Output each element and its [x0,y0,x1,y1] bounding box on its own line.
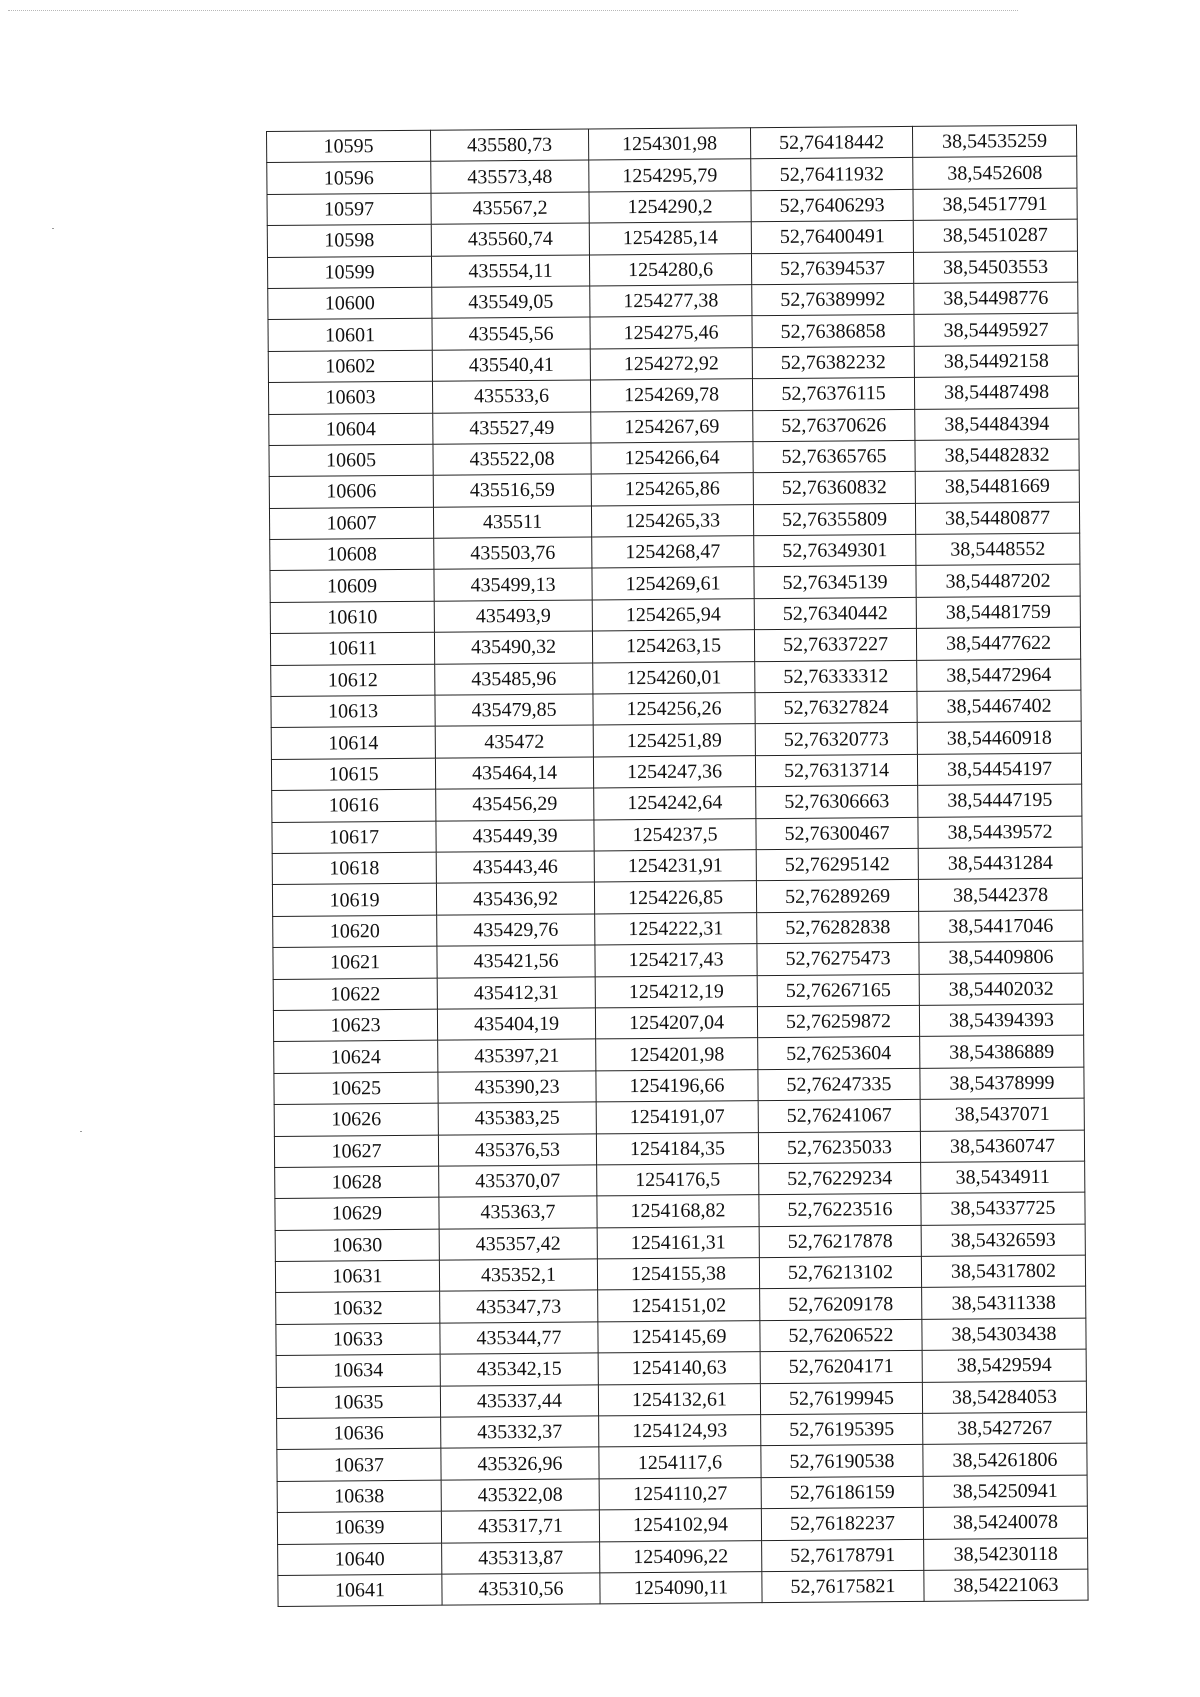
point-number-cell: 10624 [274,1041,438,1074]
y-coordinate-cell: 1254222,31 [595,912,757,945]
scan-speck [80,1131,82,1132]
scan-artifact-line [8,10,1018,11]
y-coordinate-cell: 1254263,15 [592,630,754,663]
latitude-cell: 52,76418442 [750,126,912,159]
x-coordinate-cell: 435511 [433,506,591,539]
point-number-cell: 10612 [271,664,435,697]
point-number-cell: 10633 [276,1323,440,1356]
y-coordinate-cell: 1254285,14 [589,222,751,255]
x-coordinate-cell: 435527,49 [433,411,591,444]
longitude-cell: 38,54503553 [913,251,1077,284]
longitude-cell: 38,5427267 [923,1412,1087,1445]
y-coordinate-cell: 1254151,02 [598,1289,760,1322]
y-coordinate-cell: 1254226,85 [594,881,756,914]
longitude-cell: 38,5452608 [913,157,1077,190]
x-coordinate-cell: 435322,08 [441,1479,599,1512]
x-coordinate-cell: 435493,9 [434,600,592,633]
x-coordinate-cell: 435490,32 [434,631,592,664]
longitude-cell: 38,5442378 [918,878,1082,911]
x-coordinate-cell: 435503,76 [434,537,592,570]
latitude-cell: 52,76349301 [754,534,916,567]
longitude-cell: 38,54535259 [912,125,1076,158]
point-number-cell: 10607 [269,507,433,540]
x-coordinate-cell: 435545,56 [432,317,590,350]
latitude-cell: 52,76267165 [757,974,919,1007]
x-coordinate-cell: 435313,87 [442,1542,600,1575]
y-coordinate-cell: 1254277,38 [590,285,752,318]
y-coordinate-cell: 1254267,69 [591,410,753,443]
x-coordinate-cell: 435344,77 [440,1322,598,1355]
point-number-cell: 10611 [270,632,434,665]
x-coordinate-cell: 435516,59 [433,474,591,507]
x-coordinate-cell: 435326,96 [441,1447,599,1480]
y-coordinate-cell: 1254247,36 [593,755,755,788]
point-number-cell: 10632 [276,1292,440,1325]
x-coordinate-cell: 435421,56 [437,945,595,978]
point-number-cell: 10615 [271,758,435,791]
x-coordinate-cell: 435357,42 [439,1228,597,1261]
y-coordinate-cell: 1254231,91 [594,850,756,883]
latitude-cell: 52,76320773 [755,723,917,756]
x-coordinate-cell: 435436,92 [436,882,594,915]
latitude-cell: 52,76389992 [752,283,914,316]
longitude-cell: 38,54337725 [921,1192,1085,1225]
x-coordinate-cell: 435443,46 [436,851,594,884]
longitude-cell: 38,54317802 [921,1255,1085,1288]
longitude-cell: 38,54495927 [914,313,1078,346]
point-number-cell: 10596 [267,162,431,195]
point-number-cell: 10621 [273,946,437,979]
x-coordinate-cell: 435560,74 [431,223,589,256]
longitude-cell: 38,5429594 [922,1349,1086,1382]
longitude-cell: 38,54481669 [915,470,1079,503]
x-coordinate-cell: 435412,31 [437,976,595,1009]
longitude-cell: 38,54311338 [922,1287,1086,1320]
latitude-cell: 52,76295142 [756,848,918,881]
longitude-cell: 38,54409806 [919,941,1083,974]
x-coordinate-cell: 435456,29 [436,788,594,821]
latitude-cell: 52,76411932 [751,158,913,191]
longitude-cell: 38,54492158 [914,345,1078,378]
latitude-cell: 52,76275473 [757,943,919,976]
y-coordinate-cell: 1254176,5 [597,1164,759,1197]
longitude-cell: 38,54517791 [913,188,1077,221]
point-number-cell: 10610 [270,601,434,634]
point-number-cell: 10599 [267,256,431,289]
point-number-cell: 10636 [277,1417,441,1450]
x-coordinate-cell: 435332,37 [441,1416,599,1449]
x-coordinate-cell: 435363,7 [439,1196,597,1229]
x-coordinate-cell: 435464,14 [435,757,593,790]
y-coordinate-cell: 1254256,26 [593,693,755,726]
point-number-cell: 10637 [277,1449,441,1482]
latitude-cell: 52,76360832 [753,472,915,505]
scan-speck [52,228,54,229]
y-coordinate-cell: 1254301,98 [588,128,750,161]
x-coordinate-cell: 435310,56 [442,1573,600,1606]
x-coordinate-cell: 435337,44 [440,1385,598,1418]
latitude-cell: 52,76300467 [756,817,918,850]
point-number-cell: 10626 [274,1103,438,1136]
longitude-cell: 38,54402032 [919,973,1083,1006]
y-coordinate-cell: 1254269,61 [592,567,754,600]
longitude-cell: 38,54250941 [923,1475,1087,1508]
y-coordinate-cell: 1254265,94 [592,599,754,632]
latitude-cell: 52,76365765 [753,440,915,473]
point-number-cell: 10613 [271,695,435,728]
latitude-cell: 52,76327824 [755,691,917,724]
longitude-cell: 38,54484394 [915,408,1079,441]
latitude-cell: 52,76370626 [753,409,915,442]
latitude-cell: 52,76175821 [762,1570,924,1603]
latitude-cell: 52,76340442 [754,597,916,630]
y-coordinate-cell: 1254168,82 [597,1195,759,1228]
point-number-cell: 10606 [269,475,433,508]
latitude-cell: 52,76217878 [759,1225,921,1258]
point-number-cell: 10608 [270,538,434,571]
longitude-cell: 38,5434911 [921,1161,1085,1194]
latitude-cell: 52,76206522 [760,1319,922,1352]
y-coordinate-cell: 1254161,31 [597,1226,759,1259]
point-number-cell: 10619 [272,884,436,917]
point-number-cell: 10623 [273,1009,437,1042]
x-coordinate-cell: 435347,73 [440,1290,598,1323]
point-number-cell: 10602 [268,350,432,383]
longitude-cell: 38,54472964 [917,659,1081,692]
x-coordinate-cell: 435549,05 [432,286,590,319]
coordinates-table-body [267,125,1089,1607]
y-coordinate-cell: 1254242,64 [594,787,756,820]
point-number-cell: 10635 [276,1386,440,1419]
latitude-cell: 52,76382232 [752,346,914,379]
y-coordinate-cell: 1254132,61 [598,1383,760,1416]
longitude-cell: 38,54467402 [917,690,1081,723]
latitude-cell: 52,76259872 [757,1005,919,1038]
point-number-cell: 10627 [274,1135,438,1168]
x-coordinate-cell: 435522,08 [433,443,591,476]
latitude-cell: 52,76204171 [760,1351,922,1384]
x-coordinate-cell: 435472 [435,725,593,758]
latitude-cell: 52,76182237 [761,1508,923,1541]
y-coordinate-cell: 1254272,92 [590,347,752,380]
point-number-cell: 10634 [276,1354,440,1387]
longitude-cell: 38,54360747 [920,1130,1084,1163]
table-row [278,1569,1088,1607]
latitude-cell: 52,76313714 [755,754,917,787]
latitude-cell: 52,76209178 [760,1288,922,1321]
latitude-cell: 52,76337227 [754,629,916,662]
longitude-cell: 38,54284053 [922,1381,1086,1414]
point-number-cell: 10638 [277,1480,441,1513]
latitude-cell: 52,76223516 [759,1194,921,1227]
y-coordinate-cell: 1254124,93 [599,1415,761,1448]
point-number-cell: 10597 [267,193,431,226]
longitude-cell: 38,54510287 [913,219,1077,252]
x-coordinate-cell: 435499,13 [434,568,592,601]
y-coordinate-cell: 1254145,69 [598,1321,760,1354]
x-coordinate-cell: 435390,23 [438,1071,596,1104]
longitude-cell: 38,54230118 [924,1538,1088,1571]
longitude-cell: 38,54303438 [922,1318,1086,1351]
y-coordinate-cell: 1254201,98 [596,1038,758,1071]
longitude-cell: 38,54480877 [915,502,1079,535]
point-number-cell: 10629 [275,1197,439,1230]
latitude-cell: 52,76247335 [758,1068,920,1101]
latitude-cell: 52,76394537 [751,252,913,285]
latitude-cell: 52,76345139 [754,566,916,599]
y-coordinate-cell: 1254207,04 [595,1007,757,1040]
y-coordinate-cell: 1254117,6 [599,1446,761,1479]
point-number-cell: 10604 [269,413,433,446]
latitude-cell: 52,76386858 [752,315,914,348]
longitude-cell: 38,54378999 [920,1067,1084,1100]
y-coordinate-cell: 1254265,33 [591,504,753,537]
y-coordinate-cell: 1254155,38 [597,1258,759,1291]
x-coordinate-cell: 435383,25 [438,1102,596,1135]
y-coordinate-cell: 1254295,79 [589,159,751,192]
longitude-cell: 38,54431284 [918,847,1082,880]
y-coordinate-cell: 1254266,64 [591,442,753,475]
point-number-cell: 10617 [272,821,436,854]
x-coordinate-cell: 435554,11 [431,255,589,288]
latitude-cell: 52,76195395 [761,1413,923,1446]
latitude-cell: 52,76253604 [758,1037,920,1070]
longitude-cell: 38,54460918 [917,722,1081,755]
latitude-cell: 52,76241067 [758,1100,920,1133]
x-coordinate-cell: 435540,41 [432,349,590,382]
y-coordinate-cell: 1254269,78 [590,379,752,412]
latitude-cell: 52,76235033 [758,1131,920,1164]
longitude-cell: 38,54487498 [914,376,1078,409]
longitude-cell: 38,54394393 [919,1004,1083,1037]
longitude-cell: 38,54447195 [918,784,1082,817]
longitude-cell: 38,54454197 [917,753,1081,786]
y-coordinate-cell: 1254110,27 [599,1477,761,1510]
longitude-cell: 38,54240078 [923,1506,1087,1539]
point-number-cell: 10625 [274,1072,438,1105]
latitude-cell: 52,76355809 [753,503,915,536]
x-coordinate-cell: 435370,07 [439,1165,597,1198]
y-coordinate-cell: 1254280,6 [589,253,751,286]
point-number-cell: 10640 [278,1543,442,1576]
y-coordinate-cell: 1254102,94 [599,1509,761,1542]
y-coordinate-cell: 1254260,01 [593,661,755,694]
x-coordinate-cell: 435317,71 [441,1510,599,1543]
point-number-cell: 10616 [272,789,436,822]
longitude-cell: 38,5437071 [920,1098,1084,1131]
longitude-cell: 38,54498776 [914,282,1078,315]
longitude-cell: 38,54477622 [916,627,1080,660]
y-coordinate-cell: 1254140,63 [598,1352,760,1385]
longitude-cell: 38,54221063 [924,1569,1088,1602]
latitude-cell: 52,76229234 [759,1162,921,1195]
x-coordinate-cell: 435397,21 [438,1039,596,1072]
x-coordinate-cell: 435342,15 [440,1353,598,1386]
y-coordinate-cell: 1254096,22 [600,1540,762,1573]
y-coordinate-cell: 1254184,35 [596,1132,758,1165]
point-number-cell: 10595 [267,130,431,163]
y-coordinate-cell: 1254290,2 [589,190,751,223]
latitude-cell: 52,76400491 [751,221,913,254]
latitude-cell: 52,76282838 [757,911,919,944]
point-number-cell: 10603 [268,381,432,414]
latitude-cell: 52,76190538 [761,1445,923,1478]
x-coordinate-cell: 435485,96 [435,663,593,696]
longitude-cell: 38,54261806 [923,1444,1087,1477]
latitude-cell: 52,76199945 [760,1382,922,1415]
latitude-cell: 52,76186159 [761,1476,923,1509]
y-coordinate-cell: 1254237,5 [594,818,756,851]
point-number-cell: 10622 [273,978,437,1011]
latitude-cell: 52,76306663 [756,786,918,819]
point-number-cell: 10618 [272,852,436,885]
latitude-cell: 52,76333312 [755,660,917,693]
point-number-cell: 10600 [268,287,432,320]
longitude-cell: 38,54481759 [916,596,1080,629]
x-coordinate-cell: 435533,6 [432,380,590,413]
coordinates-table [266,125,1089,1608]
x-coordinate-cell: 435567,2 [431,192,589,225]
y-coordinate-cell: 1254090,11 [600,1572,762,1605]
y-coordinate-cell: 1254251,89 [593,724,755,757]
latitude-cell: 52,76376115 [752,378,914,411]
point-number-cell: 10630 [275,1229,439,1262]
x-coordinate-cell: 435573,48 [431,160,589,193]
point-number-cell: 10598 [267,224,431,257]
x-coordinate-cell: 435580,73 [430,129,588,162]
latitude-cell: 52,76406293 [751,189,913,222]
x-coordinate-cell: 435376,53 [438,1133,596,1166]
point-number-cell: 10601 [268,319,432,352]
point-number-cell: 10639 [277,1511,441,1544]
latitude-cell: 52,76289269 [756,880,918,913]
latitude-cell: 52,76213102 [759,1256,921,1289]
point-number-cell: 10605 [269,444,433,477]
point-number-cell: 10631 [275,1260,439,1293]
x-coordinate-cell: 435404,19 [437,1008,595,1041]
longitude-cell: 38,54439572 [918,816,1082,849]
longitude-cell: 38,5448552 [916,533,1080,566]
point-number-cell: 10641 [278,1574,442,1607]
y-coordinate-cell: 1254275,46 [590,316,752,349]
point-number-cell: 10609 [270,570,434,603]
y-coordinate-cell: 1254217,43 [595,944,757,977]
longitude-cell: 38,54386889 [920,1035,1084,1068]
y-coordinate-cell: 1254265,86 [591,473,753,506]
coordinates-table-container [266,125,1088,1608]
point-number-cell: 10628 [275,1166,439,1199]
y-coordinate-cell: 1254191,07 [596,1101,758,1134]
longitude-cell: 38,54326593 [921,1224,1085,1257]
longitude-cell: 38,54487202 [916,565,1080,598]
y-coordinate-cell: 1254212,19 [595,975,757,1008]
longitude-cell: 38,54417046 [919,910,1083,943]
y-coordinate-cell: 1254268,47 [592,536,754,569]
latitude-cell: 52,76178791 [762,1539,924,1572]
x-coordinate-cell: 435352,1 [439,1259,597,1292]
x-coordinate-cell: 435449,39 [436,820,594,853]
point-number-cell: 10614 [271,727,435,760]
y-coordinate-cell: 1254196,66 [596,1069,758,1102]
point-number-cell: 10620 [273,915,437,948]
x-coordinate-cell: 435479,85 [435,694,593,727]
x-coordinate-cell: 435429,76 [437,914,595,947]
longitude-cell: 38,54482832 [915,439,1079,472]
